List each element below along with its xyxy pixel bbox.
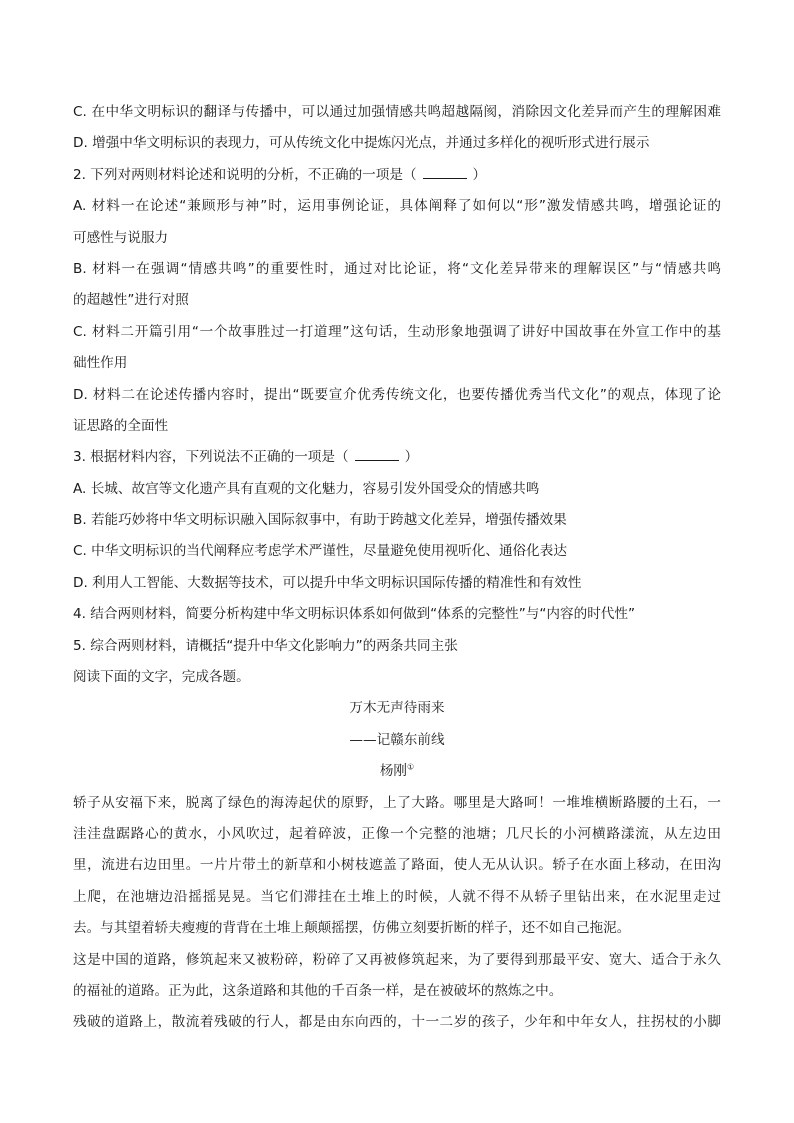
- question-3-close: ）: [404, 449, 419, 466]
- article-subtitle: ——记赣东前线: [349, 731, 445, 748]
- option-line: B. 材料一在强调“情感共鸣”的重要性时，通过对比论证，将“文化差异带来的理解误区”与“情感共鸣: [73, 260, 721, 277]
- option-line: 证思路的全面性: [73, 417, 169, 434]
- answer-blank[interactable]: [355, 446, 399, 461]
- option-line: D. 利用人工智能、大数据等技术，可以提升中华文明标识国际传播的精准性和有效性: [73, 574, 582, 591]
- paragraph-line: 残破的道路上，散流着残破的行人，都是由东向西的，十一二岁的孩子，少年和中年女人，拄拐杖的小脚: [73, 1014, 721, 1031]
- option-line: A. 材料一在论述“兼顾形与神”时，运用事例论证，具体阐释了如何以“形”激发情感共鸣，增强论证的: [73, 198, 721, 215]
- author-name: 杨刚: [379, 763, 407, 780]
- option-line: C. 在中华文明标识的翻译与传播中，可以通过加强情感共鸣超越隔阂，消除因文化差异而产生的理解困难: [73, 104, 721, 120]
- option-line: A. 长城、故宫等文化遗产具有直观的文化魅力，容易引发外国受众的情感共鸣: [73, 480, 540, 497]
- option-line: B. 若能巧妙将中华文明标识融入国际叙事中，有助于跨越文化差异，增强传播效果: [73, 512, 567, 529]
- question-2-close: ）: [472, 166, 487, 183]
- option-line: C. 中华文明标识的当代阐释应考虑学术严谨性，尽量避免使用视听化、通俗化表达: [73, 543, 567, 560]
- paragraph-line: 上爬，在池塘边沿摇摇晃晃。当它们滞挂在土堆上的时候，人就不得不从轿子里钻出来，在水泥里走过: [73, 888, 721, 905]
- article-author: [73, 759, 721, 790]
- article-title: 万木无声待雨来: [349, 700, 445, 717]
- question-3: [73, 445, 721, 476]
- question-2-text: 2. 下列对两则材料论述和说明的分析，不正确的一项是（: [73, 166, 417, 183]
- option-line: D. 材料二在论述传播内容时，提出“既要宣介优秀传统文化，也要传播优秀当代文化”的观点，体现了论: [73, 386, 721, 403]
- paragraph-line: 的福祉的道路。正为此，这条道路和其他的千百条一样，是在被破坏的熬炼之中。: [73, 982, 563, 999]
- question-5: 5. 综合两则材料，请概括“提升中华文化影响力”的两条共同主张: [73, 637, 458, 654]
- reading-instruction: 阅读下面的文字，完成各题。: [73, 669, 250, 686]
- paragraph-line: 轿子从安福下来，脱离了绿色的海涛起伏的原野，上了大路。哪里是大路呵！一堆堆横断路腰的土石，一: [73, 794, 721, 811]
- document-page: [73, 100, 721, 1042]
- option-line: C. 材料二开篇引用“一个故事胜过一打道理”这句话，生动形象地强调了讲好中国故事在外宣工作中的基: [73, 323, 721, 340]
- paragraph-line: 洼洼盘踞路心的黄水，小风吹过，起着碎波，正像一个完整的池塘；几尺长的小河横路漾流，从左边田: [73, 825, 721, 842]
- question-4: 4. 结合两则材料，简要分析构建中华文明标识体系如何做到“体系的完整性”与“内容的时代性”: [73, 606, 636, 623]
- answer-blank[interactable]: [423, 164, 467, 179]
- option-line: 可感性与说服力: [73, 229, 169, 246]
- paragraph-line: 这是中国的道路，修筑起来又被粉碎，粉碎了又再被修筑起来，为了要得到那最平安、宽大、适合于永久: [73, 951, 721, 968]
- paragraph-line: 里，流进右边田里。一片片带土的新草和小树枝遮盖了路面，使人无从认识。轿子在水面上移动，在田沟: [73, 857, 721, 874]
- paragraph-line: 去。与其望着轿夫瘦瘦的背背在土堆上颠颠摇摆，仿佛立刻要折断的样子，还不如自己拖泥。: [73, 920, 631, 937]
- option-line: 的超越性”进行对照: [73, 292, 189, 309]
- footnote-marker[interactable]: ①: [407, 762, 415, 772]
- question-2: [73, 163, 721, 194]
- option-line: 础性作用: [73, 355, 128, 372]
- option-line: D. 增强中华文明标识的表现力，可从传统文化中提炼闪光点，并通过多样化的视听形式进行展示: [73, 135, 650, 152]
- question-3-text: 3. 根据材料内容，下列说法不正确的一项是（: [73, 449, 349, 466]
